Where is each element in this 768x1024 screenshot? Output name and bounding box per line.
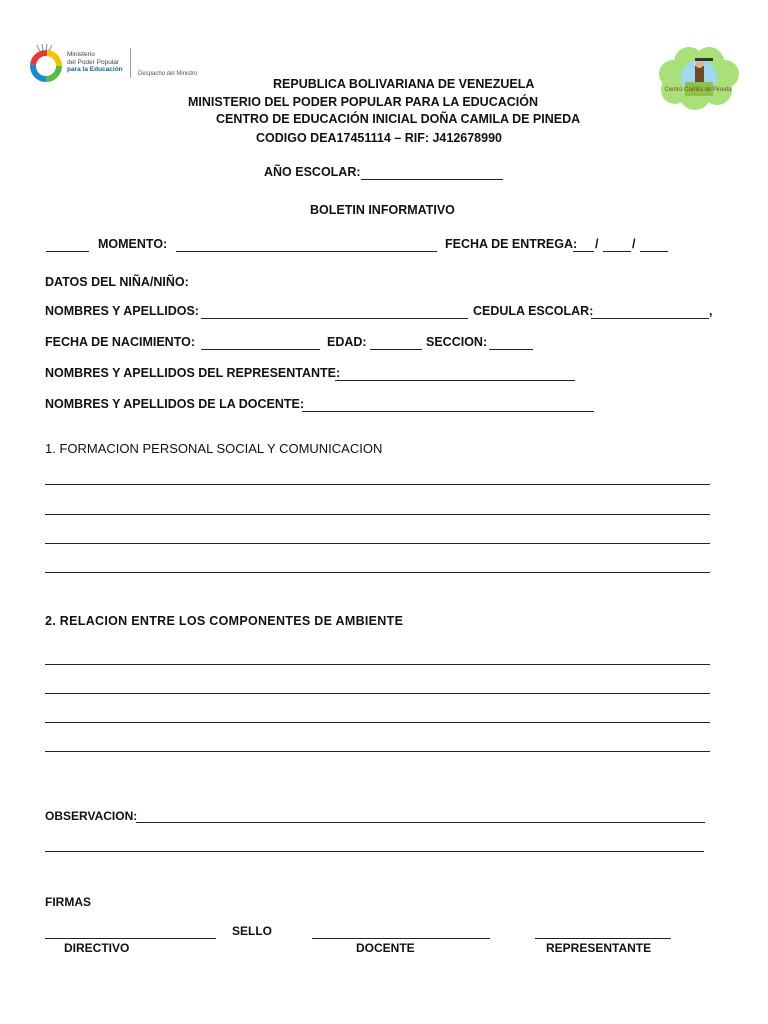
delivery-date-sep1: / [595, 237, 599, 251]
ministry-line3 [67, 66, 123, 74]
ministry-logo-text [67, 51, 123, 74]
child-names-label: NOMBRES Y APELLIDOS: [45, 304, 199, 318]
moment-label: MOMENTO: [98, 237, 168, 251]
child-names-field[interactable] [201, 318, 468, 319]
school-cloud-icon [655, 44, 741, 110]
school-year-label: AÑO ESCOLAR: [264, 165, 361, 179]
section2-line1[interactable] [45, 664, 710, 665]
stamp-label: SELLO [232, 924, 273, 938]
teacher-label: NOMBRES Y APELLIDOS DE LA DOCENTE: [45, 397, 305, 411]
ministry-line1: Ministerio [67, 51, 95, 58]
child-id-label: CEDULA ESCOLAR: [473, 304, 594, 318]
birth-date-label: FECHA DE NACIMIENTO: [45, 335, 195, 349]
teacher-field[interactable] [302, 411, 594, 412]
observation-field[interactable] [136, 822, 705, 823]
observation-line2[interactable] [45, 851, 704, 852]
teacher-signature-line[interactable] [312, 938, 490, 939]
delivery-date-year-field[interactable] [640, 251, 668, 252]
age-field[interactable] [370, 349, 422, 350]
director-signature-line[interactable] [45, 938, 216, 939]
section2-line4[interactable] [45, 751, 710, 752]
moment-field[interactable] [176, 251, 437, 252]
ministry-line2: del Poder Popular [67, 58, 120, 66]
header-line3: CENTRO DE EDUCACIÓN INICIAL DOÑA CAMILA DE PINEDA [216, 112, 581, 126]
observation-label: OBSERVACION: [45, 809, 138, 823]
school-logo [655, 44, 741, 110]
child-id-trailing-comma: , [709, 304, 713, 318]
header-line4: CODIGO DEA17451114 – RIF: J412678990 [256, 131, 502, 145]
delivery-date-sep2: / [632, 237, 636, 251]
ministry-line3-text: para la Educación [67, 66, 123, 73]
delivery-date-label: FECHA DE ENTREGA: [445, 237, 578, 251]
ministry-subtitle: Despacho del Ministro [138, 71, 198, 77]
signatures-title: FIRMAS [45, 895, 91, 909]
age-label: EDAD: [327, 335, 367, 349]
teacher-signature-label: DOCENTE [356, 941, 415, 955]
page-title: BOLETIN INFORMATIVO [310, 203, 455, 217]
section1-line3[interactable] [45, 543, 710, 544]
school-year-field[interactable] [361, 179, 503, 180]
section2-title: 2. RELACION ENTRE LOS COMPONENTES DE AMBIENTE [45, 614, 404, 628]
header-line1: REPUBLICA BOLIVARIANA DE VENEZUELA [273, 77, 535, 91]
delivery-date-month-field[interactable] [603, 251, 631, 252]
birth-date-field[interactable] [201, 349, 320, 350]
section-label: SECCION: [426, 335, 488, 349]
section1-line1[interactable] [45, 484, 710, 485]
section2-line2[interactable] [45, 693, 710, 694]
school-logo-text: Centro Camila de Pineda [664, 87, 732, 93]
section1-line4[interactable] [45, 572, 710, 573]
header-line2: MINISTERIO DEL PODER POPULAR PARA LA EDUCACIÓN [188, 95, 539, 109]
representative-label: NOMBRES Y APELLIDOS DEL REPRESENTANTE: [45, 366, 341, 380]
child-data-heading: DATOS DEL NIÑA/NIÑO: [45, 275, 189, 289]
section1-line2[interactable] [45, 514, 710, 515]
representative-field[interactable] [335, 380, 575, 381]
ministry-ring-icon [26, 44, 66, 84]
section-field[interactable] [489, 349, 533, 350]
section2-line3[interactable] [45, 722, 710, 723]
child-id-field[interactable] [591, 318, 709, 319]
director-label: DIRECTIVO [64, 941, 130, 955]
representative-signature-label: REPRESENTANTE [546, 941, 652, 955]
section1-title: 1. FORMACION PERSONAL SOCIAL Y COMUNICACION [45, 441, 383, 456]
ministry-logo [26, 44, 216, 86]
ministry-logo-divider [130, 48, 131, 78]
moment-number-field[interactable] [46, 251, 89, 252]
delivery-date-day-field[interactable] [573, 251, 594, 252]
representative-signature-line[interactable] [535, 938, 671, 939]
